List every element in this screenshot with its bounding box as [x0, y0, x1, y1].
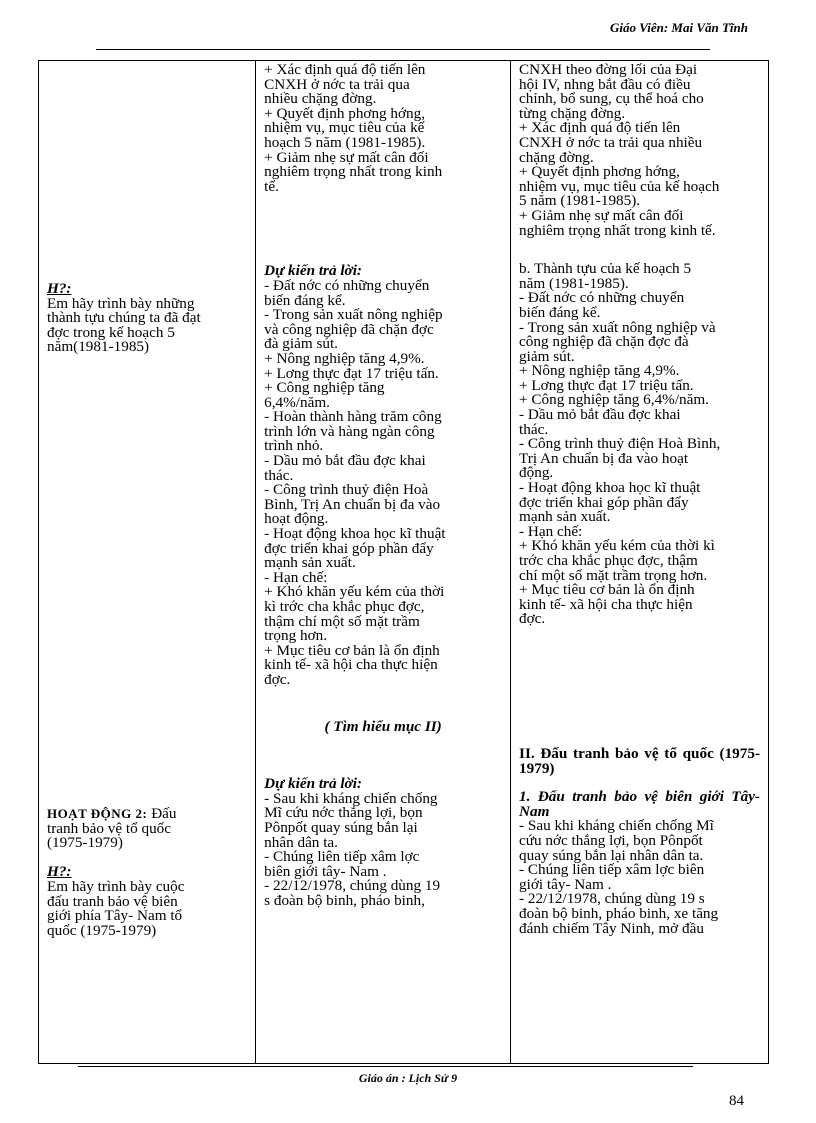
- subsection-1-content: - Sau khi kháng chiến chống Mĩ cứu nớc thắng lợi, bọn Pônpốt quay súng bắn lại nhân dân ta. - Chúng liên tiếp xâm lợc biên giới tây- Nam . - 22/12/1978, chúng dùng 19 s đoàn bộ binh, pháo binh, xe tăng đánh chiếm Tây Ninh, mở đầu: [519, 817, 719, 937]
- header-rule: [96, 49, 710, 50]
- page-number: 84: [729, 1093, 744, 1109]
- section-b-content: b. Thành tựu của kế hoạch 5 năm (1981-1985). - Đất nớc có những chuyển biến đáng kể. - Trong sản xuất nông nghiệp và công nghiệp đã chặn đợc đà giảm sút. + Nông nghiệp tăng 4,9%. + Lơng thực đạt 17 triệu tấn. + Công nghiệp tăng 6,4%/năm. - Dầu mỏ bắt đầu đợc khai thác. - Công trình thuỷ điện Hoà Bình, Trị An chuẩn bị đa vào hoạt động. - Hoạt động khoa học kĩ thuật đợc triển khai góp phần đẩy mạnh sản xuất. - Hạn chế: + Khó khăn yếu kém của thời kì trớc cha khắc phục đợc, thậm chí một số mặt trầm trọng hơn. + Mục tiêu cơ bản là ổn định kinh tế- xã hội cha thực hiện đợc.: [519, 260, 721, 628]
- content-continuation: CNXH theo đờng lối của Đại hội IV, nhng bắt đầu có điều chỉnh, bổ sung, cụ thể hoá cho từng chặng đờng. + Xác định quá độ tiến lên CNXH ở nớc ta trải qua nhiều chặng đờng. + Quyết định phơng hớng, nhiệm vụ, mục tiêu của kế hoạch 5 năm (1981-1985). + Giảm nhẹ sự mất cân đối nghiêm trọng nhất trong kinh tế.: [519, 61, 720, 239]
- question-text: Em hãy trình bày những thành tựu chúng ta đã đạt đợc trong kế hoạch 5 năm(1981-1985): [47, 294, 201, 356]
- content-column: [511, 61, 769, 1064]
- question-label: H?:: [47, 280, 72, 297]
- expected-answer-label: Dự kiến trả lời:: [264, 262, 362, 280]
- question-text: Em hãy trình bày cuộc đấu tranh bảo vệ biên giới phía Tây- Nam tổ quốc (1975-1979): [47, 877, 185, 939]
- expected-answer: - Sau khi kháng chiến chống Mĩ cứu nớc thắng lợi, bọn Pônpốt quay súng bắn lại nhân dân ta. - Chúng liên tiếp xâm lợc biên giới tây- Nam . - 22/12/1978, chúng dùng 19 s đoàn bộ binh, pháo binh,: [264, 789, 441, 909]
- expected-answer-label: Dự kiến trả lời:: [264, 775, 362, 793]
- footer-rule: [78, 1066, 693, 1067]
- teacher-activity-column: H?: Em hãy trình bày những thành tựu chúng ta đã đạt đợc trong kế hoạch 5 năm(1981-1985) HOẠT ĐỘNG 2: Đấu tranh bảo vệ tổ quốc (1975-1979) H?: Em hãy trình bày cuộc đấu tranh bảo vệ biên giới phía Tây- Nam tổ quốc (1975-1979): [39, 61, 256, 1064]
- subsection-1-title: 1. Đấu tranh bảo vệ biên giới Tây- Nam: [519, 788, 760, 820]
- student-activity-column: [256, 61, 511, 1064]
- expected-answer: - Đất nớc có những chuyển biến đáng kể. - Trong sản xuất nông nghiệp và công nghiệp đã chặn đợc đà giảm sút. + Nông nghiệp tăng 4,9%. + Lơng thực đạt 17 triệu tấn. + Công nghiệp tăng 6,4%/năm. - Hoàn thành hàng trăm công trình lớn và hàng ngàn công trình nhỏ. - Dầu mỏ bắt đầu đợc khai thác. - Công trình thuỷ điện Hoà Bình, Trị An chuẩn bị đa vào hoạt động. - Hoạt động khoa học kĩ thuật đợc triển khai góp phần đẩy mạnh sản xuất. - Hạn chế: + Khó khăn yếu kém của thời kì trớc cha khắc phục đợc, thậm chí một số mặt trầm trọng hơn. + Mục tiêu cơ bản là ổn định kinh tế- xã hội cha thực hiện đợc.: [264, 276, 446, 688]
- section-2-label: ( Tìm hiểu mục II): [324, 717, 442, 735]
- footer-text: Giáo án : Lịch Sử 9: [358, 1071, 458, 1085]
- question-label: H?:: [47, 863, 72, 881]
- section-2-title: II. Đấu tranh bảo vệ tổ quốc (1975-1979): [519, 744, 760, 777]
- activity-2-heading: HOẠT ĐỘNG 2: Đấu: [47, 804, 177, 822]
- lesson-table: [38, 60, 769, 1064]
- answer-continuation: + Xác định quá độ tiến lên CNXH ở nớc ta trải qua nhiều chặng đờng. + Quyết định phơng hớng, nhiệm vụ, mục tiêu của kế hoạch 5 năm (1981-1985). + Giảm nhẹ sự mất cân đối nghiêm trọng nhất trong kinh tế.: [264, 61, 443, 195]
- header-teacher: Giáo Viên: Mai Văn Tĩnh: [610, 20, 748, 35]
